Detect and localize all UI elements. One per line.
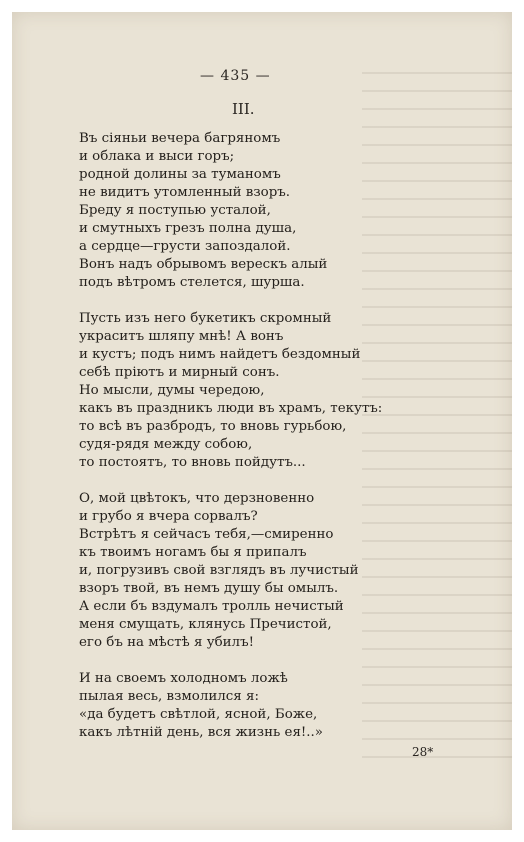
poem-line: И на своемъ холодномъ ложѣ (79, 671, 288, 686)
poem-line: и облака и выси горъ; (79, 149, 235, 164)
poem-line: къ твоимъ ногамъ бы я припалъ (79, 545, 307, 560)
book-page (12, 12, 512, 830)
poem-line: подъ вѣтромъ стелется, шурша. (79, 275, 305, 290)
poem-line: судя-рядя между собою, (79, 437, 253, 452)
poem-line: Но мысли, думы чередою, (79, 383, 265, 398)
poem-line: а сердце—грусти запоздалой. (79, 239, 291, 254)
stanza (79, 310, 382, 472)
page-number: — 435 — (200, 68, 271, 84)
poem-line: А если бъ вздумалъ тролль нечистый (79, 599, 344, 614)
poem-line: себѣ пріютъ и мирный сонъ. (79, 365, 280, 380)
poem-line: взоръ твой, въ немъ душу бы омылъ. (79, 581, 339, 596)
show-through-text (362, 72, 512, 772)
poem-line: и кустъ; подъ нимъ найдетъ бездомный (79, 347, 361, 362)
poem-line: то всѣ въ разбродъ, то вновь гурьбою, (79, 419, 347, 434)
section-number: III. (232, 100, 255, 118)
poem-line: его бъ на мѣстѣ я убилъ! (79, 635, 254, 650)
poem-line: и грубо я вчера сорвалъ? (79, 509, 258, 524)
poem-line: какъ въ праздникъ люди въ храмъ, текутъ: (79, 401, 383, 416)
poem-line: и, погрузивъ свой взглядъ въ лучистый (79, 563, 359, 578)
stanza (79, 490, 382, 652)
poem-line: пылая весь, взмолился я: (79, 689, 259, 704)
poem-line: Въ сіяньи вечера багряномъ (79, 131, 281, 146)
poem-line: то постоятъ, то вновь пойдутъ... (79, 455, 306, 470)
poem-line: Встрѣтъ я сейчасъ тебя,—смиренно (79, 527, 334, 542)
poem-line: не видитъ утомленный взоръ. (79, 185, 291, 200)
poem-line: и смутныхъ грезъ полна душа, (79, 221, 297, 236)
poem-line: меня смущать, клянусь Пречистой, (79, 617, 332, 632)
printer-signature: 28* (412, 745, 434, 759)
poem-line: «да будетъ свѣтлой, ясной, Боже, (79, 707, 318, 722)
stanza (79, 670, 382, 742)
poem-line: О, мой цвѣтокъ, что дерзновенно (79, 491, 315, 506)
poem-line: Бреду я поступью усталой, (79, 203, 271, 218)
poem-line: Вонъ надъ обрывомъ верескъ алый (79, 257, 328, 272)
poem-body (79, 130, 382, 742)
poem-line: украситъ шляпу мнѣ! А вонъ (79, 329, 284, 344)
poem-line: какъ лѣтній день, вся жизнь ея!..» (79, 725, 323, 740)
poem-line: родной долины за туманомъ (79, 167, 281, 182)
stanza (79, 130, 382, 292)
poem-line: Пусть изъ него букетикъ скромный (79, 311, 332, 326)
